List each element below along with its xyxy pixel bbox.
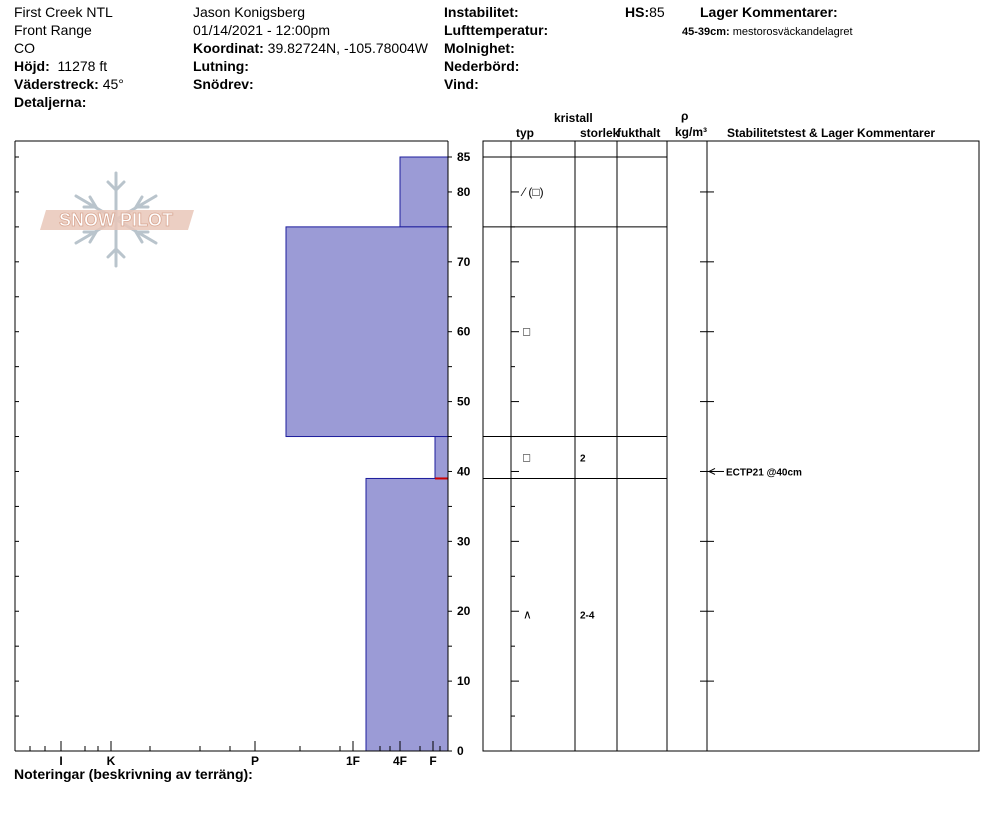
col-density-unit: kg/m³ bbox=[675, 125, 708, 139]
aspect-label: Väderstreck: bbox=[14, 76, 99, 92]
observation-datetime: 01/14/2021 - 12:00pm bbox=[193, 22, 330, 38]
layer-table bbox=[483, 141, 979, 751]
clouds-label: Molnighet: bbox=[444, 40, 515, 56]
depth-tick-label: 0 bbox=[457, 744, 464, 758]
state: CO bbox=[14, 40, 35, 56]
col-crystal-header: kristall bbox=[554, 111, 593, 125]
hardness-tick-label: K bbox=[106, 754, 116, 768]
hardness-bar-3 bbox=[366, 478, 448, 751]
crystal-type-symbol: □ bbox=[523, 450, 531, 465]
coord-label: Koordinat: bbox=[193, 40, 264, 56]
logo-text: SNOW PILOT bbox=[59, 210, 173, 230]
air-temp-label: Lufttemperatur: bbox=[444, 22, 549, 38]
mountain-range: Front Range bbox=[14, 22, 92, 38]
col-moisture-header: fukthalt bbox=[617, 126, 661, 140]
table-frame bbox=[483, 141, 979, 751]
crystal-type-symbol: □ bbox=[523, 324, 531, 339]
slope-label: Lutning: bbox=[193, 58, 249, 74]
hardness-tick-label: F bbox=[429, 754, 437, 768]
crystal-type-symbol: ⁄ (□) bbox=[523, 184, 544, 199]
hs-label: HS: bbox=[625, 4, 650, 20]
col-stability-header: Stabilitetstest & Lager Kommentarer bbox=[727, 126, 936, 140]
layer-comments-label: Lager Kommentarer: bbox=[700, 4, 838, 20]
depth-tick-label: 50 bbox=[457, 394, 471, 409]
depth-tick-label: 30 bbox=[457, 534, 471, 549]
stability-test-label: ECTP21 @40cm bbox=[726, 467, 802, 479]
col-size-header: storlek bbox=[580, 126, 620, 140]
hardness-bar-1 bbox=[286, 227, 448, 437]
notes-label: Noteringar (beskrivning av terräng): bbox=[14, 766, 253, 782]
hardness-tick-label: 1F bbox=[345, 754, 361, 768]
depth-tick-label: 40 bbox=[457, 464, 471, 479]
elevation-label: Höjd: bbox=[14, 58, 50, 74]
hardness-tick-label: 4F bbox=[392, 754, 408, 768]
hardness-tick-label: I bbox=[59, 754, 63, 768]
depth-tick-label: 10 bbox=[457, 674, 471, 689]
hardness-plot bbox=[15, 141, 471, 768]
crystal-size-value: 2 bbox=[580, 453, 586, 465]
elevation-value: 11278 ft bbox=[57, 58, 108, 74]
crystal-type-symbol: ∧ bbox=[523, 607, 532, 622]
hardness-bar-2 bbox=[435, 437, 448, 479]
depth-tick-label: 70 bbox=[457, 254, 471, 269]
depth-tick-label: 80 bbox=[457, 184, 471, 199]
coord-value: 39.82724N, -105.78004W bbox=[267, 40, 428, 56]
snowpilot-logo bbox=[40, 173, 194, 266]
location-name: First Creek NTL bbox=[14, 4, 113, 20]
col-type-header: typ bbox=[516, 126, 534, 140]
layer-comment-text: mestorosväckandelagret bbox=[732, 26, 853, 38]
aspect-value: 45° bbox=[102, 76, 124, 92]
depth-tick-label: 85 bbox=[457, 150, 471, 164]
depth-tick-label: 60 bbox=[457, 324, 471, 339]
depth-tick-label: 20 bbox=[457, 604, 471, 619]
hardness-bar-0 bbox=[400, 157, 448, 227]
precip-label: Nederbörd: bbox=[444, 58, 520, 74]
col-rho-header: ρ bbox=[681, 109, 689, 123]
details-label: Detaljerna: bbox=[14, 94, 87, 110]
hardness-tick-label: P bbox=[250, 754, 260, 768]
drift-label: Snödrev: bbox=[193, 76, 254, 92]
hs-value: 85 bbox=[649, 4, 665, 20]
instability-label: Instabilitet: bbox=[444, 4, 519, 20]
layer-comment-range: 45-39cm: bbox=[682, 26, 730, 38]
wind-label: Vind: bbox=[444, 76, 479, 92]
crystal-size-value: 2-4 bbox=[580, 610, 595, 622]
observer-name: Jason Konigsberg bbox=[193, 4, 306, 20]
